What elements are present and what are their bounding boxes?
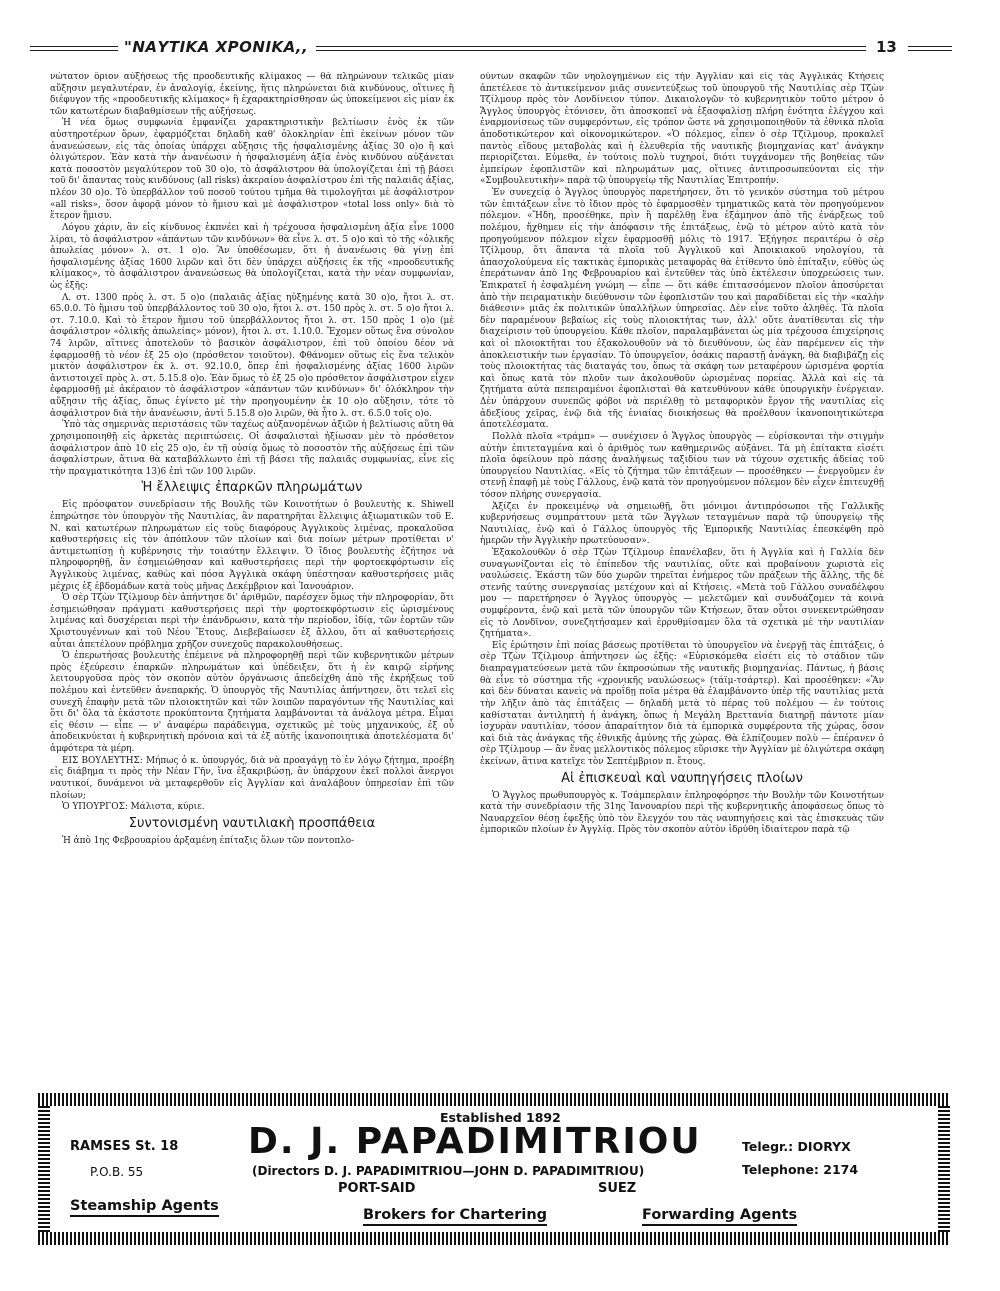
ad-telegram: Telegr.: DIORYX bbox=[742, 1139, 851, 1154]
section-heading-coordinated-effort: Συντονισμένη ναυτιλιακὴ προσπάθεια bbox=[128, 815, 376, 831]
header-rule-right bbox=[908, 46, 952, 51]
paragraph: ΕΙΣ ΒΟΥΛΕΥΤΗΣ: Μήπως ὁ κ. ὑπουργός, διὰ νὰ προαγάγῃ τὸ ἐν λόγῳ ζήτημα, προέβη εἰς διάβημα τι πρὸς τὴν Νέαν Γῆν, ἵνα ἐξακριβώσῃ, ἂν ὑπάρχουν ἐκεῖ πολλοὶ ἄνεργοι ναυτικοί, δυνάμενοι νὰ μεταφερθοῦν εἰς Ἀγγλίαν καὶ ἀναλάβουν ὑπηρεσίαν ἐπὶ τῶν πλοίων; bbox=[50, 755, 454, 801]
header-rule-middle bbox=[316, 46, 866, 51]
paragraph: Ἐξακολουθῶν ὁ σὲρ Τζὼν Τζίλμουρ ἐπανέλαβεν, ὅτι ἡ Ἀγγλία καὶ ἡ Γαλλία δὲν συναγωνίζονται εἰς τὸ ἐπίπεδον τῆς ναυτιλίας, οὔτε καὶ προβαίνουν χωριστὰ εἰς ναυλώσεις. Ἑκάστη τῶν δύο χωρῶν τηρεῖται ἐνήμερος τῶν πράξεων τῆς ἄλλης, τῆς δὲ στενῆς ταύτης συνεργασίας μετέχουν καὶ αἱ Κτήσεις. «Μετὰ τοῦ Γάλλου συναδέλφου μου — παρετήρησεν ὁ Ἄγγλος ὑπουργὸς — μελετῶμεν καὶ συνδυάζομεν τὰ κοινὰ συμφέροντα, ἐνῷ καὶ μετὰ τῶν ὑπουργῶν τῶν Κτήσεων, ὅταν οὗτοι συνεκεντρώθησαν εἰς τὸ Λονδῖνον, συνεζητήσαμεν καὶ ἐρρυθμίσαμεν ὅλα τὰ σχετικὰ μὲ τὴν ναυτιλίαν ζητήματα». bbox=[480, 547, 884, 640]
paragraph: Εἰς ἐρώτησιν ἐπὶ ποίας βάσεως προτίθεται τὸ ὑπουργεῖον νὰ ἐνεργῇ τὰς ἐπιτάξεις, ὁ σὲρ Τζὼν Τζίλμουρ ἀπήντησεν ὡς ἑξῆς: «Εὑρισκόμεθα εἰσέτι εἰς τὸ στάδιον τῶν διαπραγματεύσεων μετὰ τῶν ἐκπροσώπων τῆς ναυτικῆς βιομηχανίας. Πάντως, ἡ βάσις θὰ εἶνε τὸ σύστημα τῆς «χρονικῆς ναυλώσεως» (τάϊμ-τσάρτερ). Καὶ προσέθηκεν: «Ἂν καὶ δὲν δύναται κανεὶς νὰ προΐδῃ ποῖα μέτρα θὰ ἐλαμβάνοντο ὑπὲρ τῆς ναυτιλίας μετὰ τὴν λῆξιν ἀπὸ τὰς ἐπιτάξεις — δηλαδὴ μετὰ τὸ πέρας τοῦ πολέμου — ἐν τούτοις καθίσταται ἀντιληπτὴ ἡ ἀνάγκη, ὅπως ἡ Μεγάλη Βρεττανία διατηρῇ πάντοτε μίαν ἰσχυρὰν ναυτιλίαν, τόσον ἀπαραίτητον διὰ τὰ ἐμπορικὰ συμφέροντα τῆς χώρας, ὅσον καὶ διὰ τὰς ἀνάγκας τῆς ἐθνικῆς ἀμύνης τῆς χώρας. Θὰ ἐλπίζουμεν πολὺ — ἐπέρανεν ὁ σὲρ Τζίλμουρ — ἂν ἕνας μελλοντικὸς πόλεμος εὕρισκε τὴν Ἀγγλίαν μὲ ὀλιγώτερα σκάφη ἐκείνων, ἅτινα κατεῖχε τὸν Σεπτέμβριον π. ἔτους. bbox=[480, 640, 884, 767]
paragraph: Ὁ ἐπερωτήσας βουλευτὴς ἐπέμεινε νὰ πληροφορηθῇ περὶ τῶν κυβερνητικῶν μέτρων πρὸς ἐξεύρεσιν ἐπαρκῶν πληρωμάτων καὶ ὑπέδειξεν, ὅτι ἡ ἐν καιρῷ εἰρήνης λειτουργοῦσα πρὸς τὸν σκοπὸν αὐτὸν ὀργάνωσις ἀπεδείχθη ἀπὸ τῆς ἐκρήξεως τοῦ πολέμου καὶ ἐντεῦθεν ἀνεπαρκής. Ὁ ὑπουργὸς τῆς Ναυτιλίας ἀπήντησεν, ὅτι τελεῖ εἰς συνεχῆ ἐπαφὴν μετὰ τῶν πλοιοκτητῶν καὶ τῶν λοιπῶν παραγόντων τῆς Ναυτιλίας καὶ ὅτι δι' ὅλα τὰ ἑκάστοτε προκύπτοντα ζητήματα λαμβάνονται τὰ ἀνάλογα μέτρα. Εἶμαι εἰς θέσιν — εἶπε — ν' ἀναφέρω παράδειγμα, σχετικῶς μὲ τοὺς μηχανικούς, ἐξ οὗ ἀποδεικνύεται ἡ κυβερνητικὴ πρόνοια καὶ τὰ ἐξ αὐτῆς ἱκανοποιητικὰ ἀποτελέσματα δι' ἀμφότερα τὰ μέρη. bbox=[50, 651, 454, 755]
ad-established: Established 1892 bbox=[440, 1110, 561, 1125]
paragraph: Ἡ ἀπὸ 1ης Φεβρουαρίου ἀρξαμένη ἐπίταξις ὅλων τῶν ποντοπλο- bbox=[62, 835, 355, 846]
section-heading-repairs: Αἱ ἐπισκευαὶ καὶ ναυπηγήσεις πλοίων bbox=[561, 770, 803, 786]
paragraph: Λ. στ. 1300 πρὸς λ. στ. 5 ο)ο (παλαιᾶς ἀξίας ηὐξημένης κατὰ 30 ο)ο, ἤτοι λ. στ. 65.0.0. Τὸ ἥμισυ τοῦ ὑπερβάλλοντος τοῦ 30 ο)ο, ἤτοι λ. στ. 150 πρὸς λ. στ. 5 ο)ο ἤτοι λ. στ. 7.10.0. Καὶ τὸ ἕτερον ἥμισυ τοῦ ὑπερβάλλοντος ἤτοι λ. στ. 150 πρὸς 1 ο)ο (μὲ ἀσφάλιστρον «ὁλικῆς ἀπωλείας» μόνον), ἤτοι λ. στ. 1.10.0. Ἔχομεν οὕτως ἕνα σύνολον 74 λιρῶν, αἵτινες ἀποτελοῦν τὸ βασικὸν ἀσφάλιστρον, ἐπὶ τοῦ ὁποίου δέον νὰ ἐφαρμοσθῇ τὸ νέον ἐξ 25 ο)ο (πρόσθετον τοιοῦτον). Φθάνομεν οὕτως εἰς ἕνα τελικὸν μικτὸν ἀσφάλιστρον ἐκ λ. στ. 92.10.0, ὅπερ ἐπὶ ἠσφαλισμένης ἀξίας 1600 λιρῶν ἀντιστοιχεῖ πρὸς λ. στ. 5.15.8 ο)ο. Ἐὰν ὅμως τὸ ἐξ 25 ο)ο πρόσθετον ἀσφάλιστρον εἶχεν ἐφαρμοσθῇ μὲ ἀκέραιον τὸ ἀσφάλιστρον «ἁπάντων τῶν κινδύνων» δι' ὁλόκληρον τὴν αὔξησιν τῆς ἀξίας, ὅπως ἐγίνετο μὲ τὴν προηγουμένην ἐκ 10 ο)ο αὔξησιν, τότε τὸ ἀσφάλιστρον διὰ τὴν ἀνανέωσιν, ἀντὶ 5.15.8 ο)ο λιρῶν, θὰ ἦτο λ. στ. 6.5.0 τοῖς ο)ο. bbox=[50, 292, 454, 419]
ad-city-port-said: PORT-SAID bbox=[338, 1181, 416, 1196]
right-column bbox=[480, 72, 884, 1088]
ad-pob: P.O.B. 55 bbox=[90, 1165, 144, 1179]
ad-service-forwarding: Forwarding Agents bbox=[642, 1207, 797, 1226]
publication-title: "ΝΑΥΤΙΚΑ ΧΡΟΝΙΚΑ,, bbox=[124, 38, 309, 56]
paragraph: Ἀξίζει ἐν προκειμένῳ νὰ σημειωθῇ, ὅτι μόνιμοι ἀντιπρόσωποι τῆς Γαλλικῆς κυβερνήσεως συμπράττουν μετὰ τῶν Ἄγγλων τεταγμένων παρὰ τῷ ὑπουργείῳ τῆς Ναυτιλίας, ἐνῷ καὶ ὁ Γάλλος ὑπουργὸς τῆς Ἐμπορικῆς Ναυτιλίας ἐπεσκέφθη πρὸ ἡμερῶν τὴν Ἀγγλικὴν πρωτεύουσαν». bbox=[480, 501, 884, 547]
page-number: 13 bbox=[876, 38, 897, 56]
paragraph: Ἐν συνεχείᾳ ὁ Ἄγγλος ὑπουργὸς παρετήρησεν, ὅτι τὸ γενικὸν σύστημα τοῦ μέτρου τῶν ἐπιτάξεων εἶνε τὸ ἴδιον πρὸς τὸ ἐφαρμοσθὲν τμηματικῶς κατὰ τὸν προηγούμενον πόλεμον. «Ἤδη, προσέθηκε, πρὶν ἢ παρέλθῃ ἕνα ἑξάμηνον ἀπὸ τῆς ἐνάρξεως τοῦ πολέμου, ἤχθημεν εἰς τὴν ἀπόφασιν τῆς ἐπιτάξεως, ἐνῷ τὸ μέτρον αὐτὸ κατὰ τὸν προηγούμενον πόλεμον εἶχεν ἐφαρμοσθῇ μόλις τὸ 1917. Ἐξήγησε περαιτέρω ὁ σὲρ Τζίλμουρ, ὅτι ἅπαντα τὰ πλοῖα τοῦ Ἀγγλικοῦ καὶ Ἀποικιακοῦ νηολογίου, τὰ ἀπασχολούμενα εἰς τακτικὰς ἐμπορικὰς μεταφορὰς θὰ ἐτίθεντο ὑπὸ ἐπίταξιν, εὐθὺς ὡς ἐπεράτωναν ἀπὸ 1ης Φεβρουαρίου καὶ ἐντεῦθεν τὰς ὑπὸ ἐκτέλεσιν ὑποχρεώσεις των. Ἐπικρατεῖ ἡ ἐσφαλμένη γνώμη — εἶπε — ὅτι κάθε ἐπιτασσόμενον πλοῖον ἀποσύρεται ἀπὸ τὴν πειραματικὴν διεύθυνσιν τῶν ἐφοπλιστῶν του καὶ παραδίδεται εἰς τὴν «καλὴν διάθεσιν» μιᾶς ἐκ πολιτικῶν ὑπαλλήλων ὑπηρεσίας. Δὲν εἶνε τοῦτο ἀληθές. Τὰ πλοῖα δὲν παραμένουν βεβαίως εἰς τοὺς πλοιοκτήτας των, ἀλλ' οὔτε ἀνατίθενται εἰς τὴν διαχείρισιν τοῦ ὑπουργείου. Κάθε πλοῖον, παραλαμβάνεται ὡς μία τρέχουσα ἐπιχείρησις καὶ οἱ πλοιοκτῆται του ἐξακολουθοῦν νὰ τὸ διευθύνουν, ὡς ἐὰν παρέμενεν εἰς τὴν ἀποκλειστικήν των ἐργασίαν. Τὸ ὑπουργεῖον, ὁσάκις παραστῇ ἀνάγκη, θὰ διαβιβάζῃ εἰς τοὺς πλοιοκτήτας τὰς διαταγάς του, ὅπως τὰ σκάφη των μεταφέρουν ὡρισμένα φορτία καὶ ὅπως κατὰ τὸν πλοῦν των ἀκολουθοῦν ὡρισμένας πορείας. Ἀλλὰ καὶ εἰς τὰ ζητήματα αὐτὰ πεπειραμένοι ἐφοπλισταὶ θὰ κατευθύνουν κάθε ὑπουργικὴν ἐνέργειαν. Δὲν ὑπάρχουν συνεπῶς φόβοι νὰ περιέλθῃ τὸ μεταφορικὸν ἔργον τῆς ναυτιλίας εἰς ἀδεξίους χεῖρας, ἐνῷ διὰ τῆς ἑνιαίας διοικήσεως θὰ προέλθουν ἱκανοποιητικώτερα ἀποτελέσματα. bbox=[480, 188, 884, 431]
paragraph: Ὁ Ἄγγλος πρωθυπουργὸς κ. Τσάμπερλαιν ἐπληροφόρησε τὴν Βουλὴν τῶν Κοινοτήτων κατὰ τὴν συνεδρίασιν τῆς 31ης Ἰανουαρίου περὶ τῆς κυβερνητικῆς ἀποφάσεως ὅπως τὸ Ναυαρχεῖον θέσῃ ἐφεξῆς ὑπὸ τὸν ἔλεγχόν του τὰς ναυπηγήσεις καὶ τὰς ἐπισκευὰς τῶν ἐμπορικῶν πλοίων ἐν Ἀγγλίᾳ. Πρὸς τὸν σκοπὸν αὐτὸν ἱδρύθη ἰδιαίτερον παρὰ τῷ bbox=[480, 790, 884, 836]
ad-border-bottom bbox=[38, 1232, 950, 1245]
header-rule-left bbox=[30, 46, 118, 51]
ad-border-top bbox=[38, 1093, 950, 1106]
ad-company-name: D. J. PAPADIMITRIOU bbox=[248, 1121, 702, 1162]
ad-directors: (Directors D. J. PAPADIMITRIOU—JOHN D. PAPADIMITRIOU) bbox=[252, 1164, 645, 1178]
ad-city-suez: SUEZ bbox=[598, 1181, 637, 1196]
advertisement-box bbox=[38, 1093, 950, 1245]
paragraph: Ὁ σὲρ Τζὼν Τζίλμουρ δὲν ἀπήντησε δι' ἀριθμῶν, παρέσχεν ὅμως τὴν πληροφορίαν, ὅτι ἐσημειώθησαν πράγματι καθυστερήσεις περὶ τὴν φορτοεκφόρτωσιν εἰς ὡρισμένους λιμένας καὶ δυσχέρειαι περὶ τὴν ἐπάνδρωσιν, κατὰ τὴν περίοδον, ἰδίᾳ, τῶν ἑορτῶν τῶν Χριστουγέννων καὶ τοῦ Νέου Ἔτους. Διεβεβαίωσεν ἐξ ἄλλου, ὅτι αἱ καθυστερήσεις αὗται ἀπετέλουν πρόβλημα χρῆζον συνεχοῦς παρακολουθήσεως. bbox=[50, 593, 454, 650]
paragraph: Πολλὰ πλοῖα «τράμπ» — συνέχισεν ὁ Ἄγγλος ὑπουργὸς — εὑρίσκονται τὴν στιγμὴν αὐτὴν ἐπιτεταγμένα καὶ ὁ ἀριθμὸς των καθημερινῶς αὐξάνει. Τὰ μὴ ἐπίτακτα εἰσέτι πλοῖα ὀφείλουν πρὸ πάσης ἀναλήψεως ταξιδίου των νὰ τύχουν σχετικῆς ἀδείας τοῦ ὑπουργείου Ναυτιλίας. «Εἰς τὸ ζήτημα τῶν ἐπιτάξεων — προσέθηκεν — ἐνεργοῦμεν ἐν στενῇ ἐπαφῇ μὲ τοὺς Γάλλους, ἐνῷ κατὰ τὸν προηγούμενον πόλεμον δὲν εἶχεν ἐπιτευχθῇ τόσον πλήρης συνεργασία. bbox=[480, 431, 884, 500]
paragraph: Ἡ νέα ὅμως συμφωνία ἐμφανίζει χαρακτηριστικὴν βελτίωσιν ἑνὸς ἐκ τῶν αὐστηροτέρων ὅρων, ἐφαρμόζεται δηλαδὴ καθ' ὁλοκληρίαν ἐπὶ ἐκείνων μόνον τῶν ἀνανεώσεων, εἰς τὰς ὁποίας ὑπάρχει αὔξησις τῆς ἠσφαλισμένης ἀξίας 30 ο)ο ἢ καὶ ὀλιγώτερον. Ἐὰν κατὰ τὴν ἀνανέωσιν ἡ ἠσφαλισμένη ἀξία ἑνὸς κινδύνου αὐξάνεται κατὰ ποσοστὸν μεγαλύτερον τοῦ 30 ο)ο, τὸ ἀσφάλιστρον θὰ ὑπολογίζεται ἐπὶ τῇ βάσει τοῦ δι' ἅπαντας τοὺς κινδύνους (all risks) ἀκεραίου ἀσφαλίστρου ἐπὶ τῆς παλαιᾶς ἀξίας, πλέον 30 ο)ο. Τὸ ὑπερβάλλον τοῦ ποσοῦ τούτου τμῆμα θὰ τιμολογῆται μὲ ἀσφάλιστρον «all risks», ὅσον ἀφορᾷ μόνον τὸ ἥμισυ καὶ μὲ ἀσφάλιστρον «total loss only» διὰ τὸ ἕτερον ἥμισυ. bbox=[50, 118, 454, 222]
ad-border-left bbox=[38, 1106, 50, 1232]
paragraph: νώτατον ὅριον αὐξήσεως τῆς προοδευτικῆς κλίμακος — θὰ πληρώνουν τελικῶς μίαν αὔξησιν μεγαλυτέραν, ἐν ἀναλογίᾳ, ἐκείνης, ἥτις πληρώνεται διὰ κινδύνους, οἵτινες ἢ διέφυγον τῆς «προοδευτικῆς κλίμακος» ἢ ἐχαρακτηρίσθησαν ὡς ὑποκείμενοι εἰς μίαν ἐκ τῶν κατωτέρων διαβαθμίσεων τῆς αὐξήσεως. bbox=[50, 72, 454, 117]
paragraph: Λόγου χάριν, ἂν εἰς κίνδυνος ἐκπνέει καὶ ἡ τρέχουσα ἠσφαλισμένη ἀξία εἶνε 1000 λίραι, τὸ ἀσφάλιστρον «ἁπάντων τῶν κινδύνων» θὰ εἶνε λ. στ. 5 ο)ο καὶ τὸ τῆς «ὁλικῆς ἀπωλείας μόνον» λ. στ. 1 ο)ο. Ἂν ὑποθέσωμεν, ὅτι ἡ ἀνανέωσις θὰ γίνῃ ἐπὶ ἠσφαλισμένης ἀξίας 1600 λιρῶν καὶ ὅτι δὲν ὑπάρχει αὐξήσεις ἐκ τῆς «προοδευτικῆς κλίμακος», τὸ ἀσφάλιστρον ἀνανεώσεως θὰ ὑπολογίζεται, κατὰ τὴν νέαν συμφωνίαν, ὡς ἑξῆς: bbox=[50, 222, 454, 291]
paragraph: Ὁ ΥΠΟΥΡΓΟΣ: Μάλιστα, κύριε. bbox=[62, 802, 205, 813]
ad-street: RAMSES St. 18 bbox=[70, 1139, 179, 1154]
paragraph: Ὑπὸ τὰς σημερινὰς περιστάσεις τῶν ταχέως αὐξανομένων ἀξιῶν ἡ βελτίωσις αὕτη θὰ χρησιμοποιηθῇ εἰς ἀρκετὰς περιπτώσεις. Οἱ ἀσφαλισταὶ ἠξίωσαν μὲν τὸ πρόσθετον ἀσφάλιστρον ἀπὸ 10 εἰς 25 ο)ο, ἐν τῇ οὐσίᾳ ὅμως τὸ ποσοστὸν τῆς αὐξήσεως ἐπὶ τῶν ἀσφαλίστρων, ἅτινα θὰ καταβάλλωντο ἐπὶ τῇ βάσει τῆς παλαιᾶς συμφωνίας, εἶνε εἰς τὴν πραγματικότητα 13)6 ἐπὶ τῶν 100 λιρῶν. bbox=[50, 420, 454, 477]
paragraph: Εἰς πρόσφατον συνεδρίασιν τῆς Βουλῆς τῶν Κοινοτήτων ὁ βουλευτὴς κ. Shiwell ἐπηρώτησε τὸν ὑπουργὸν τῆς Ναυτιλίας, ἂν παρατηρῆται ἔλλειψις ἀξιωματικῶν τοῦ Ε. Ν. καὶ κατωτέρων πληρωμάτων εἰς τοὺς διαφόρους Ἀγγλικοὺς λιμένας, προκαλοῦσα καθυστερήσεις εἰς τὸν ἀπόπλουν τῶν πλοίων καὶ διὰ ποίων μέτρων προτίθεται ν' ἀντιμετωπίσῃ ἡ κυβέρνησις τὴν τοιαύτην ἔλλειψιν. Ὁ ἴδιος βουλευτὴς ἐζήτησε νὰ πληροφορηθῇ, ἂν ἐσημειώθησαν καὶ καθυστερήσεις περὶ τὴν φορτοεκφόρτωσιν εἰς Ἀγγλικοὺς λιμένας, καθὼς καὶ πόσα Ἀγγλικὰ σκάφη ὑπέστησαν καθυστερήσεις μιᾶς μέχρις ἐξ ἑβδομάδων κατὰ τοὺς μῆνας Δεκέμβριον καὶ Ἰανουάριον. bbox=[50, 500, 454, 592]
left-column bbox=[50, 72, 454, 1088]
ad-service-chartering: Brokers for Chartering bbox=[363, 1207, 547, 1226]
ad-telephone: Telephone: 2174 bbox=[742, 1162, 859, 1177]
ad-service-steamship: Steamship Agents bbox=[70, 1198, 219, 1217]
paragraph: ούντων σκαφῶν τῶν νηολογημένων εἰς τὴν Ἀγγλίαν καὶ εἰς τὰς Ἀγγλικὰς Κτήσεις ἀπετέλεσε τὸ ἀντικείμενον μιᾶς συνεντεύξεως τοῦ ὑπουργοῦ τῆς Ναυτιλίας σὲρ Τζὼν Τζίλμουρ πρὸς τὸν Λονδίνειον τύπον. Δικαιολογῶν τὸ κυβερνητικὸν τοῦτο μέτρον ὁ Ἄγγλος ὑπουργὸς ἐτόνισεν, ὅτι ἀποσκοπεῖ νὰ ἐξασφαλίσῃ πλήρη ἑνότητα ἐλέγχου καὶ ἐναρμονίσεως τῶν συμφερόντων, εἰς τρόπον ὥστε νὰ χρησιμοποιηθοῦν τὰ ἐθνικὰ πλοῖα ἀποδοτικώτερον καὶ οἰκονομικώτερον. «Ὁ πόλεμος, εἶπεν ὁ σὲρ Τζίλμουρ, προκαλεῖ παντὸς εἴδους μεταβολὰς καὶ ἡ ἐλευθερία τῆς ναυτικῆς βιομηχανίας κατ' ἀνάγκην περιορίζεται. Εὐμεθα, ἐν τούτοις πολὺ τυχηροί, διότι τυγχάνομεν τῆς βοηθείας τῶν ἐμπείρων ἐφοπλιστῶν καὶ πληρωμάτων μας, οἵτινες ἀντιπροσωπεύονται εἰς τὴν «Συμβουλευτικὴν» παρὰ τῷ ὑπουργείῳ τῆς Ναυτιλίας Ἐπιτροπήν. bbox=[480, 72, 884, 187]
section-heading-crew-shortage: Ἡ ἔλλειψις ἐπαρκῶν πληρωμάτων bbox=[141, 480, 363, 496]
page-header bbox=[30, 38, 952, 58]
ad-border-right bbox=[938, 1106, 950, 1232]
